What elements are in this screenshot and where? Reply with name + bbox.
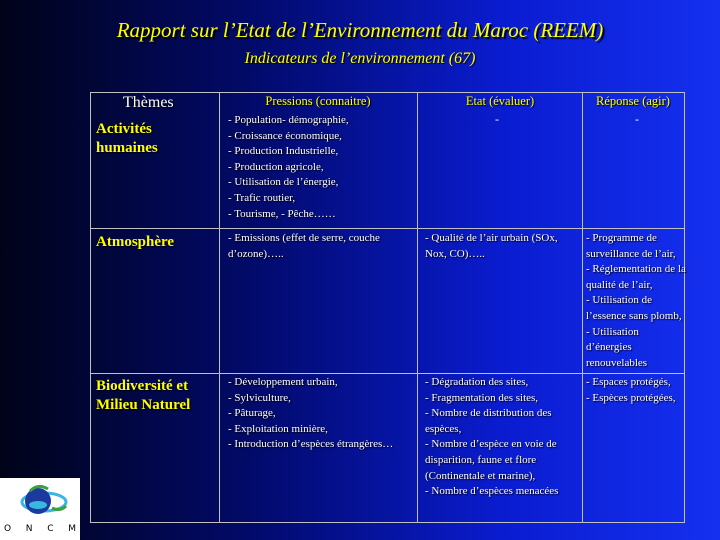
etat-cell: - xyxy=(495,112,499,126)
list-item: - Croissance économique, xyxy=(228,129,342,142)
theme-label: Milieu Naturel xyxy=(96,397,191,413)
list-item: - Fragmentation des sites, xyxy=(425,391,539,404)
logo-letter: M xyxy=(68,524,76,534)
list-item: d’ozone)….. xyxy=(228,247,284,260)
list-item: - Tourisme, - Pêche…… xyxy=(228,207,336,220)
page-title: Rapport sur l’Etat de l’Environnement du Maroc (REEM) xyxy=(116,18,604,42)
list-item: - Dégradation des sites, xyxy=(425,376,529,388)
list-item: surveillance de l’air, xyxy=(586,247,676,260)
table-divider xyxy=(91,373,684,374)
table-divider xyxy=(582,93,583,522)
etat-cell xyxy=(425,375,558,500)
theme-atmosphere xyxy=(96,233,174,252)
list-item: renouvelables xyxy=(586,356,648,369)
pressions-cell xyxy=(228,375,393,453)
pressions-cell xyxy=(228,113,349,222)
list-item: - Population- démographie, xyxy=(228,114,349,126)
list-item: - Espèces protégées, xyxy=(586,391,676,404)
reponse-cell xyxy=(586,231,686,371)
logo-letters xyxy=(4,524,76,534)
oncm-logo xyxy=(0,478,80,540)
page-subtitle: Indicateurs de l’environnement (67) xyxy=(244,50,476,67)
list-item: qualité de l’air, xyxy=(586,278,653,291)
oncm-logo-icon xyxy=(0,478,80,524)
table-divider xyxy=(91,228,684,229)
pressions-header: Pressions (connaitre) xyxy=(265,94,371,108)
list-item: - Pâturage, xyxy=(228,407,276,420)
logo-letter: C xyxy=(47,524,54,534)
table-divider xyxy=(417,93,418,522)
list-item: - Introduction d’espèces étrangères… xyxy=(228,438,394,451)
list-item: d’énergies xyxy=(586,341,632,354)
list-item: l’essence sans plomb, xyxy=(586,309,682,322)
theme-label: Atmosphère xyxy=(96,234,175,250)
pressions-cell xyxy=(228,231,380,262)
list-item: - Exploitation minière, xyxy=(228,422,328,435)
etat-cell xyxy=(425,231,558,262)
list-item: - Utilisation de xyxy=(586,294,652,307)
list-item: - Nombre de distribution des xyxy=(425,407,552,420)
list-item: - Espaces protégés, xyxy=(586,376,671,388)
list-item: - Production Industrielle, xyxy=(228,145,339,158)
reponse-cell: - xyxy=(635,112,639,126)
reponse-cell xyxy=(586,375,676,406)
list-item: - Emissions (effet de serre, couche xyxy=(228,232,380,244)
table-divider xyxy=(219,93,220,522)
list-item: - Utilisation de l’énergie, xyxy=(228,176,339,189)
theme-activites-humaines xyxy=(96,120,158,158)
theme-label: Activités xyxy=(96,121,152,137)
theme-biodiversite xyxy=(96,377,190,415)
list-item: - Nombre d’espèces menacées xyxy=(425,485,559,498)
list-item: disparition, faune et flore xyxy=(425,453,537,466)
logo-letter: O xyxy=(4,524,12,534)
logo-letter: N xyxy=(25,524,33,534)
list-item: - Développement urbain, xyxy=(228,376,338,388)
list-item: (Continentale et marine), xyxy=(425,469,536,482)
etat-header: Etat (évaluer) xyxy=(465,94,535,108)
list-item: - Utilisation xyxy=(586,325,639,338)
list-item: Nox, CO)….. xyxy=(425,247,485,260)
list-item: - Trafic routier, xyxy=(228,191,296,204)
list-item: - Sylviculture, xyxy=(228,391,291,404)
list-item: - Programme de xyxy=(586,232,657,244)
list-item: - Qualité de l’air urbain (SOx, xyxy=(425,232,558,244)
list-item: espèces, xyxy=(425,422,462,435)
theme-label: humaines xyxy=(96,140,158,156)
themes-header: Thèmes xyxy=(123,94,174,111)
list-item: - Réglementation de la xyxy=(586,263,686,276)
list-item: - Production agricole, xyxy=(228,160,324,173)
theme-label: Biodiversité et xyxy=(96,378,189,394)
reponse-header: Réponse (agir) xyxy=(596,94,670,108)
list-item: - Nombre d’espèce en voie de xyxy=(425,438,557,451)
